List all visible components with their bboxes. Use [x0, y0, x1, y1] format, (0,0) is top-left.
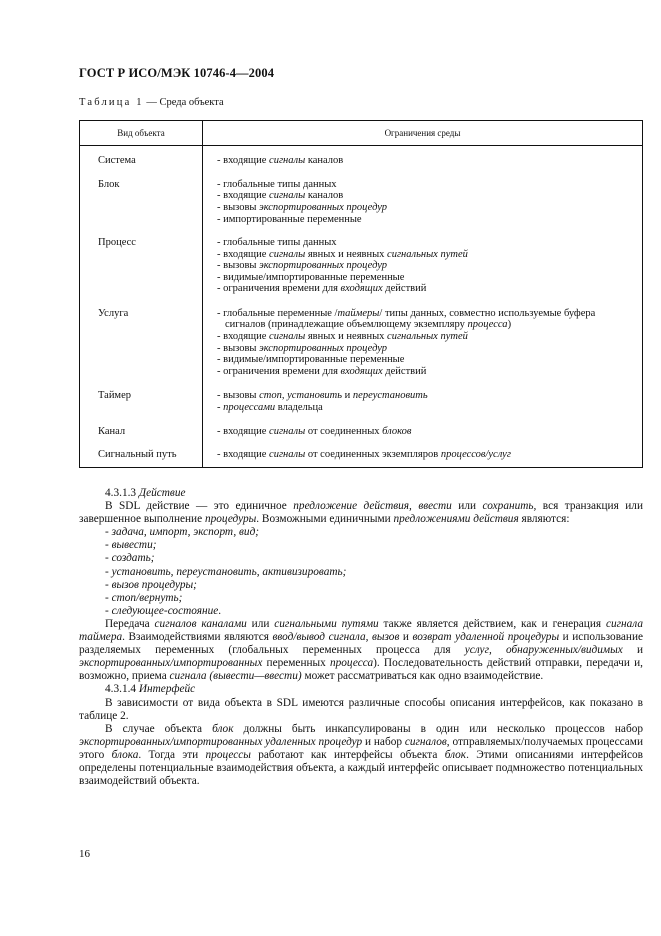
constraints-list [217, 449, 636, 461]
constraints-list [217, 390, 636, 413]
constraints-cell [203, 226, 643, 296]
constraint-item: - импортированные переменные [217, 214, 636, 226]
table-row [80, 226, 643, 296]
object-kind-cell: Блок [80, 167, 203, 226]
table-row [80, 146, 643, 167]
constraints-cell [203, 438, 643, 468]
constraint-item: - глобальные типы данных [217, 179, 636, 191]
list-item: - следующее-состояние. [105, 604, 222, 617]
object-kind-cell: Канал [80, 414, 203, 438]
constraint-item: - входящие сигналы явных и неявных сигнальных путей [217, 331, 636, 343]
constraint-item: - глобальные типы данных [217, 237, 636, 249]
constraint-item: - входящие сигналы каналов [217, 155, 636, 167]
constraints-list [217, 426, 636, 438]
paragraph: Передача сигналов каналами или сигнальными путями также является действием, как и генерация сигнала таймера. Взаимодействиями являются ввод/вывод сигнала, вызов и возврат удаленной процедуры и использование разделяемых переменных (глобальных переменных процесса для услуг, обнаруженных/видимых и экспортированных/импортированных переменных процесса). Последовательность действий отправки, передачи и, возможно, приема сигнала (вывести—ввести) может рассматриваться как одно взаимодействие. [79, 617, 643, 683]
object-kind-cell: Процесс [80, 226, 203, 296]
paragraph: В случае объекта блок должны быть инкапсулированы в один или несколько процессов набор экспортированных/импортированных удаленных процедур и набор сигналов, отправляемых/получаемых процессами этого блока. Тогда эти процессы работают как интерфейсы объекта блок. Этими описаниями интерфейсов определены потенциальные взаимодействия объекта, а каждый интерфейс описывает подмножество потенциальных взаимодействий объекта. [79, 722, 643, 788]
constraints-cell [203, 167, 643, 226]
table-row [80, 296, 643, 379]
constraints-list [217, 308, 636, 378]
table-row [80, 414, 643, 438]
body-text [79, 487, 643, 788]
paragraph: В SDL действие — это единичное предложение действия, ввести или сохранить, вся транзакция или завершенное выполнение процедуры. Возможными единичными предложениями действия являются: [79, 500, 643, 526]
page-number: 16 [79, 848, 90, 860]
column-header-object-kind: Вид объекта [80, 121, 203, 146]
table-row [80, 378, 643, 414]
list-item: - задача, импорт, экспорт, вид; [105, 526, 260, 539]
list-item: - вывести; [105, 539, 157, 552]
constraint-item: - входящие сигналы каналов [217, 190, 636, 202]
constraint-item: - вызовы экспортированных процедур [217, 202, 636, 214]
object-kind-cell: Сигнальный путь [80, 438, 203, 468]
constraints-cell [203, 296, 643, 379]
table-caption-label: Таблица 1 [79, 97, 144, 108]
constraint-item: - ограничения времени для входящих действий [217, 366, 636, 378]
table-row [80, 167, 643, 226]
constraints-list [217, 237, 636, 295]
constraints-list [217, 155, 636, 167]
constraint-item: - процессами владельца [217, 402, 636, 414]
column-header-constraints: Ограничения среды [203, 121, 643, 146]
paragraph: 4.3.1.3 Действие [105, 487, 186, 499]
paragraph: 4.3.1.4 Интерфейс [105, 683, 196, 696]
constraint-item: - входящие сигналы явных и неявных сигнальных путей [217, 249, 636, 261]
constraints-list [217, 179, 636, 225]
constraint-item: - видимые/импортированные переменные [217, 272, 636, 284]
constraint-item: - входящие сигналы от соединенных блоков [217, 426, 636, 438]
object-kind-cell: Система [80, 146, 203, 167]
constraint-item: - вызовы экспортированных процедур [217, 343, 636, 355]
table-caption-title: — Среда объекта [143, 97, 224, 108]
table-caption [79, 97, 224, 108]
document-header: ГОСТ Р ИСО/МЭК 10746-4—2004 [79, 66, 275, 80]
list-item: - установить, переустановить, активизировать; [105, 565, 347, 578]
list-item: - вызов процедуры; [105, 578, 197, 591]
table-header-row [80, 121, 643, 146]
constraints-cell [203, 378, 643, 414]
object-kind-cell: Услуга [80, 296, 203, 379]
paragraph: В зависимости от вида объекта в SDL имеются различные способы описания интерфейсов, как показано в таблице 2. [79, 696, 643, 722]
list-item: - стоп/вернуть; [105, 591, 183, 604]
list-item: - создать; [105, 552, 155, 565]
object-environment-table [79, 120, 643, 468]
constraint-item: - вызовы экспортированных процедур [217, 260, 636, 272]
constraint-item: - видимые/импортированные переменные [217, 354, 636, 366]
table-row [80, 438, 643, 468]
object-kind-cell: Таймер [80, 378, 203, 414]
constraint-item: - ограничения времени для входящих действий [217, 283, 636, 295]
constraints-cell [203, 146, 643, 167]
table-body [80, 146, 643, 468]
constraint-item: - входящие сигналы от соединенных экземпляров процессов/услуг [217, 449, 636, 461]
constraint-item: - вызовы стоп, установить и переустановить [217, 390, 636, 402]
constraints-cell [203, 414, 643, 438]
constraint-item: - глобальные переменные /таймеры/ типы данных, совместно используемые буфера сигналов (принадлежащие объемлющему экземпляру процесса) [217, 308, 636, 331]
